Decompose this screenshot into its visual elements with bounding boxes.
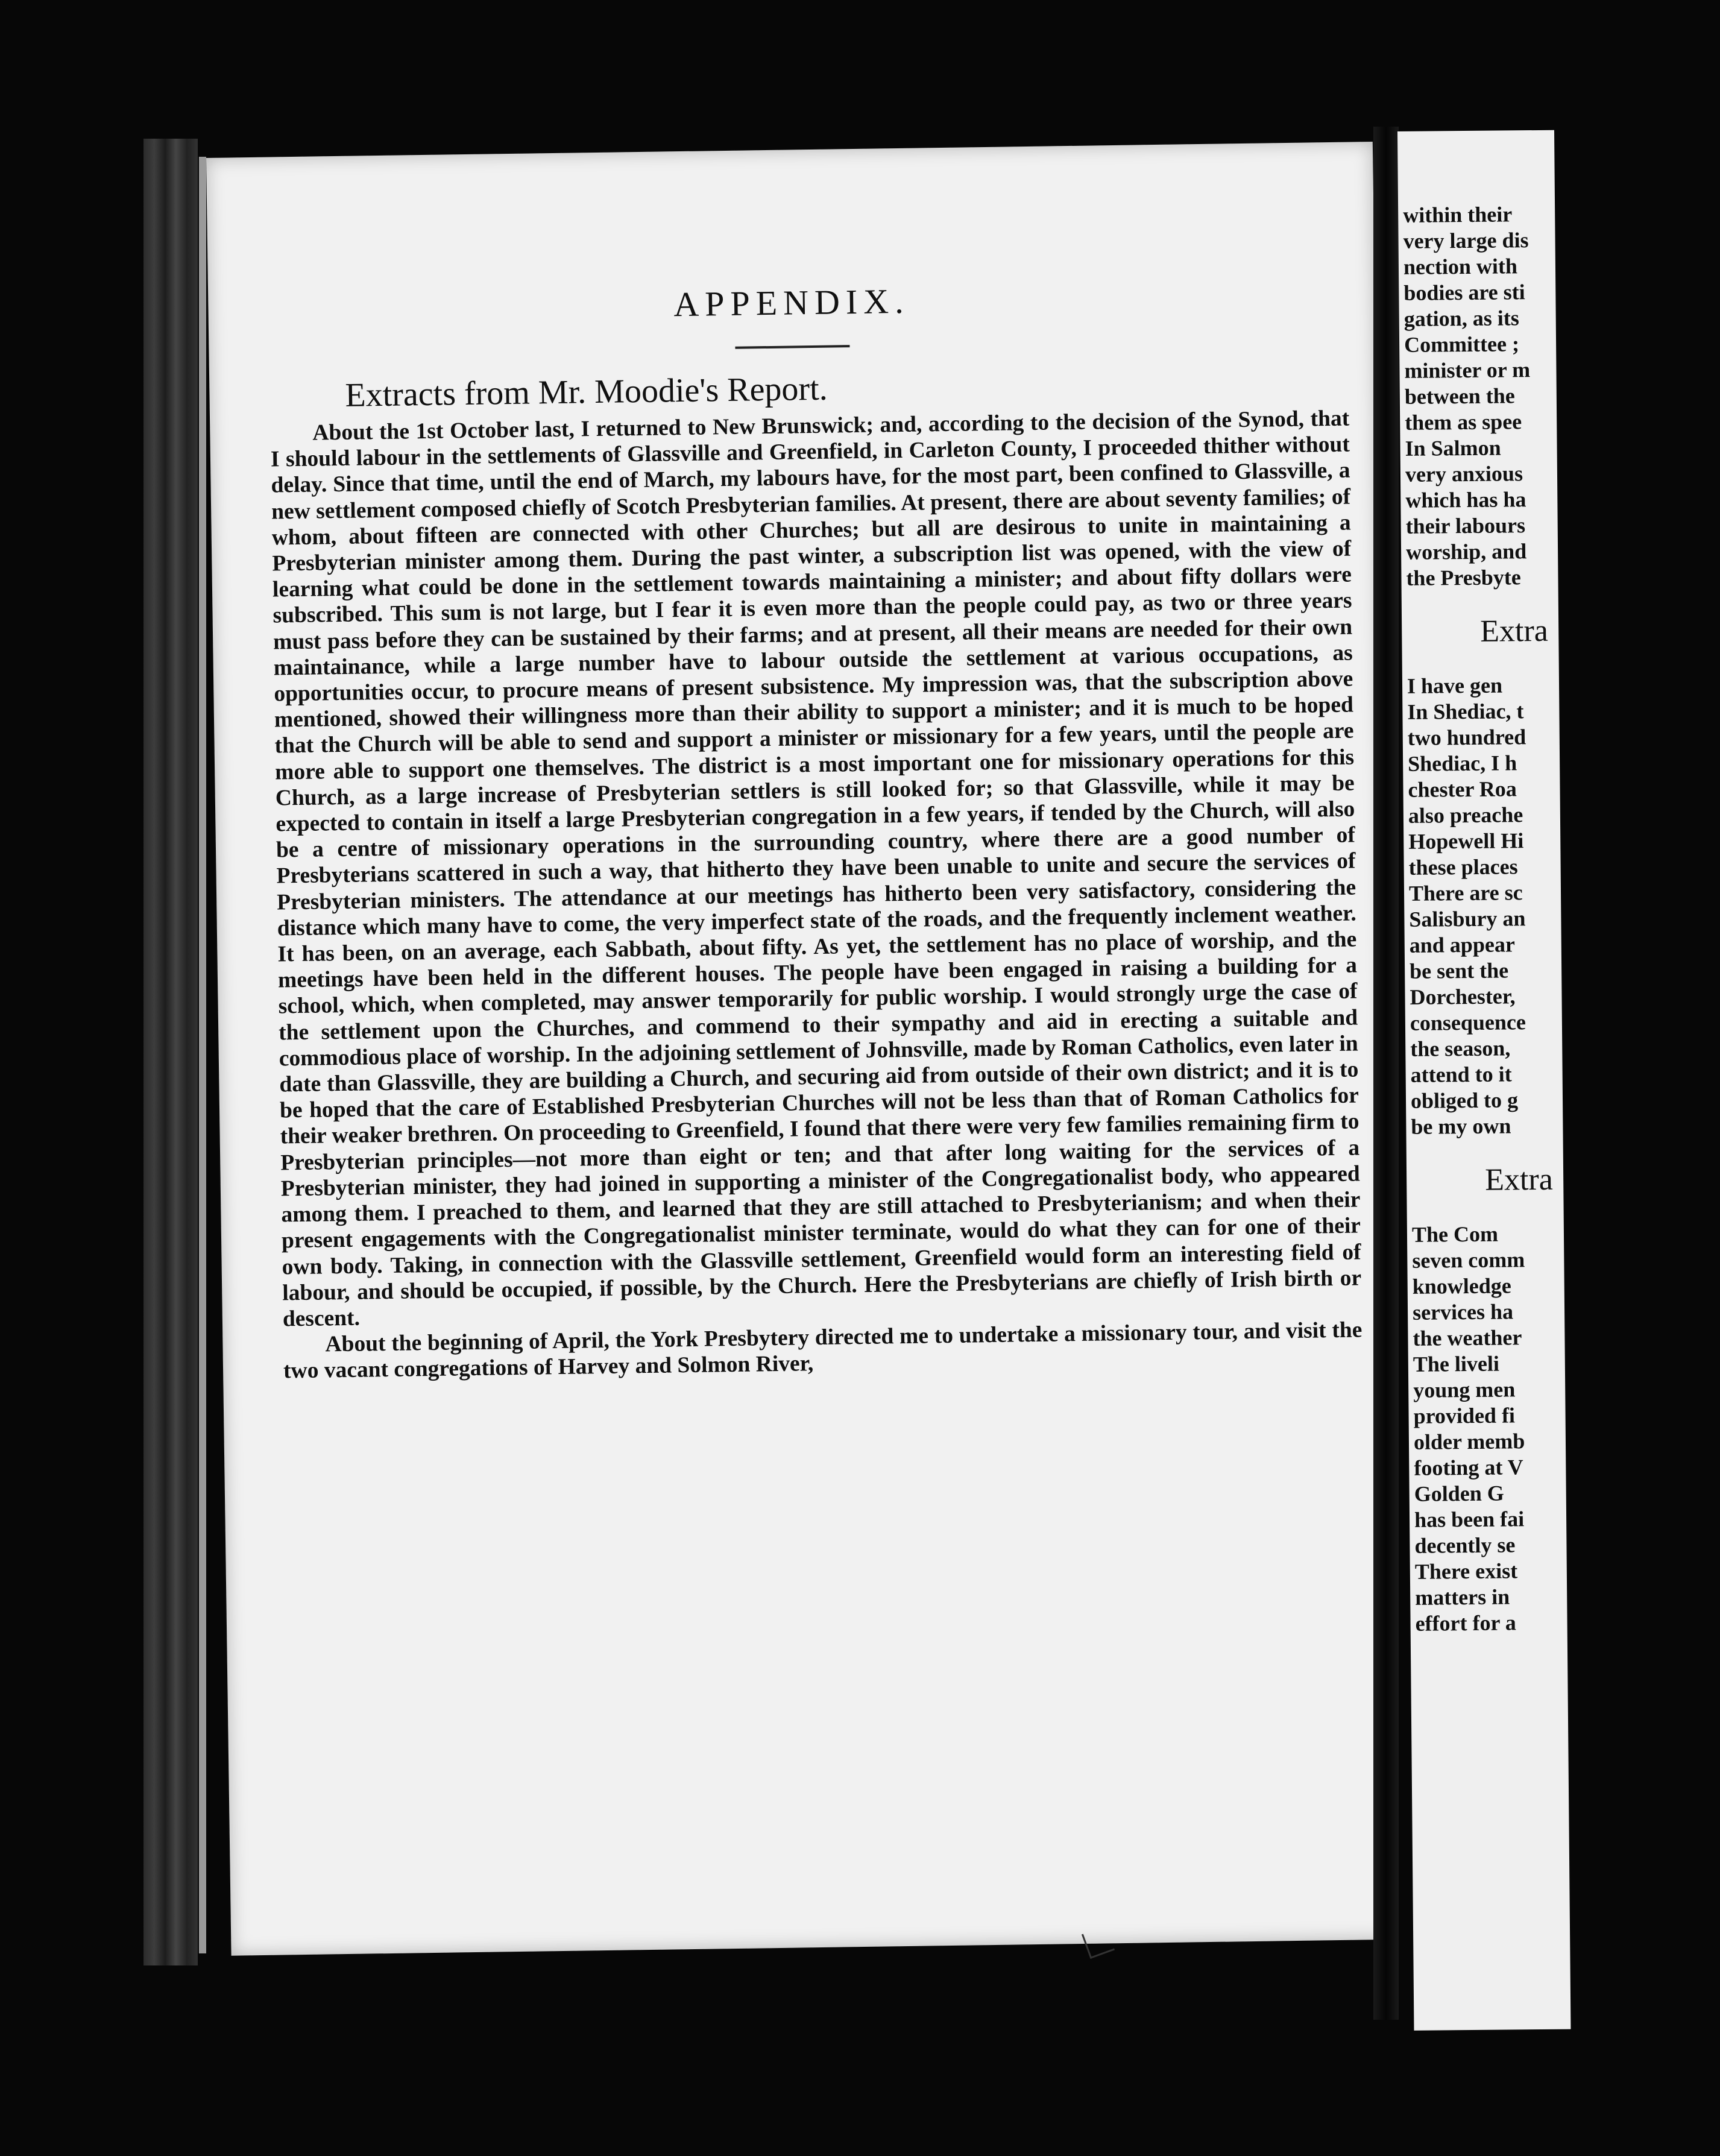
text-line: matters in [1415, 1584, 1510, 1610]
text-line: Golden G [1414, 1481, 1504, 1506]
text-line: also preache [1408, 802, 1523, 828]
text-line: be my own [1411, 1114, 1511, 1139]
section-title: Extracts from Mr. Moodie's Report. [345, 370, 828, 414]
facing-page [1397, 130, 1570, 2031]
text-line: between the [1404, 383, 1515, 409]
facing-block-2 [1407, 671, 1713, 1140]
text-line: There are sc [1408, 880, 1523, 906]
text-line: knowledge [1412, 1273, 1511, 1299]
text-line: the weather [1413, 1325, 1522, 1351]
text-line: older memb [1413, 1429, 1525, 1454]
text-line: effort for a [1415, 1610, 1517, 1636]
text-line: them as spee [1405, 409, 1522, 435]
text-line: within their [1403, 202, 1513, 227]
text-line: the Presbyte [1406, 565, 1521, 590]
facing-block-1 [1403, 200, 1708, 591]
text-line: chester Roa [1408, 777, 1517, 802]
heading-rule [735, 345, 849, 349]
page-edges [143, 139, 198, 1965]
left-page [206, 142, 1397, 1956]
text-line: Salisbury an [1409, 906, 1526, 931]
text-line: has been fai [1414, 1507, 1525, 1532]
text-line: services ha [1412, 1299, 1514, 1325]
text-line: young men [1413, 1377, 1516, 1402]
text-line: obliged to g [1410, 1088, 1519, 1113]
facing-section-title: Extra [1479, 613, 1549, 649]
text-line: provided fi [1413, 1403, 1516, 1428]
text-line: In Salmon [1405, 435, 1501, 461]
facing-block-3 [1412, 1219, 1717, 1636]
text-line: footing at V [1414, 1455, 1523, 1480]
text-line: Hopewell Hi [1408, 828, 1524, 854]
text-line: two hundred [1407, 725, 1526, 750]
text-line: seven comm [1412, 1247, 1525, 1273]
text-line: attend to it [1410, 1062, 1512, 1087]
text-line: their labours [1405, 513, 1526, 538]
text-line: Dorchester, [1410, 984, 1516, 1009]
facing-section-title: Extra [1484, 1162, 1554, 1197]
text-line: worship, and [1405, 539, 1527, 564]
book-gutter [1373, 127, 1399, 2020]
page-edge-highlight [199, 157, 206, 1953]
text-line: bodies are sti [1403, 280, 1525, 305]
text-line: Committee ; [1403, 332, 1520, 357]
text-line: gation, as its [1403, 306, 1519, 331]
page-heading: APPENDIX. [673, 281, 910, 324]
text-line: and appear [1409, 932, 1515, 957]
text-line: be sent the [1409, 958, 1509, 983]
text-line: The Com [1411, 1221, 1499, 1247]
paragraph: About the beginning of April, the York Presbytery directed me to undertake a missionary tour, and visit the two vacant congregations of Harvey and Solmon River, [283, 1317, 1362, 1384]
facing-page-column [1403, 200, 1717, 1637]
text-line: decently se [1414, 1533, 1516, 1558]
text-line: very large dis [1403, 228, 1529, 253]
text-line: I have gen [1407, 673, 1503, 698]
text-line: The liveli [1413, 1351, 1500, 1376]
text-line: There exist [1414, 1559, 1518, 1584]
paragraph: About the 1st October last, I returned to New Brunswick; and, according to the decision of the Synod, that I should labour in the settlements of Glassville and Greenfield, in Carleton County, I proceeded thither without delay. Since that time, until the end of March, my labours have, for the most part, been confined to Glassville, a new settlement composed chiefly of Scotch Presbyterian families. At present, there are about seventy families; of whom, about fifteen are connected with other Churches; but all are desirous to unite in maintaining a Presbyterian minister among them. During the past winter, a subscription list was opened, with the view of learning what could be done in the settlement towards maintaining a minister; and about fifty dollars were subscribed. This sum is not large, but I fear it is even more than the people could pay, as two or three years must pass before they can be sustained by their farms; and at present, all their means are needed for their own maintainance, while a large number have to labour outside the settlement at various occupations, as opportunities occur, to procure means of present subsistence. My impression was, that the subscription above mentioned, showed their willingness more than their ability to support a minister; and it is much to be hoped that the Church will be able to send and support a minister or missionary for a few years, until the people are more able to support one themselves. The district is a most important one for missionary operations for this Church, as a large increase of Presbyterian settlers is still looked for; so that Glassville, while it may be expected to contain in itself a large Presbyterian congregation in a few years, if tended by the Church, will also be a centre of missionary operations in the surrounding country, where there are a good number of Presbyterians scattered in such a way, that hitherto they have been unable to unite and secure the services of Presbyterian ministers. The attendance at our meetings has hitherto been very satisfactory, considering the distance which many have to come, the very imperfect state of the roads, and the frequently inclement weather. It has been, on an average, each Sabbath, about fifty. As yet, the settlement has no place of worship, and the meetings have been held in the different houses. The people have been engaged in raising a building for a school, which, when completed, may answer temporarily for public worship. I would strongly urge the case of the settlement upon the Churches, and commend to their sympathy and aid in erecting a suitable and commodious place of worship. In the adjoining settlement of Johnsville, made by Roman Catholics, even later in date than Glassville, they are building a Church, and securing aid from outside of their own district; and it is to be hoped that the care of Established Presbyterian Churches will not be less than that of Roman Catholics for their weaker brethren. On proceeding to Greenfield, I found that there were very few families remaining firm to Presbyterian principles—not more than eight or ten; and that after long waiting for the services of a Presbyterian minister, they had joined in supporting a minister of the Congregationalist body, who appeared among them. I preached to them, and learned that they are still attached to Presbyterianism; and when their present engagements with the Congregationalist minister terminate, would do what they can for one of their own body. Taking, in connection with the Glassville settlement, Greenfield would form an interesting field of labour, and should be occupied, if possible, by the Church. Here the Presbyterians are chiefly of Irish birth or descent. [270, 406, 1362, 1332]
text-line: very anxious [1405, 461, 1523, 487]
text-line: consequence [1410, 1010, 1526, 1035]
text-line: these places [1408, 854, 1518, 880]
text-line: the season, [1410, 1036, 1511, 1061]
text-line: Shediac, I h [1407, 751, 1517, 776]
text-line: minister or m [1404, 358, 1531, 383]
text-line: nection with [1403, 254, 1518, 279]
text-line: In Shediac, t [1407, 699, 1524, 724]
text-line: which has ha [1405, 487, 1526, 512]
report-body [270, 406, 1362, 1384]
